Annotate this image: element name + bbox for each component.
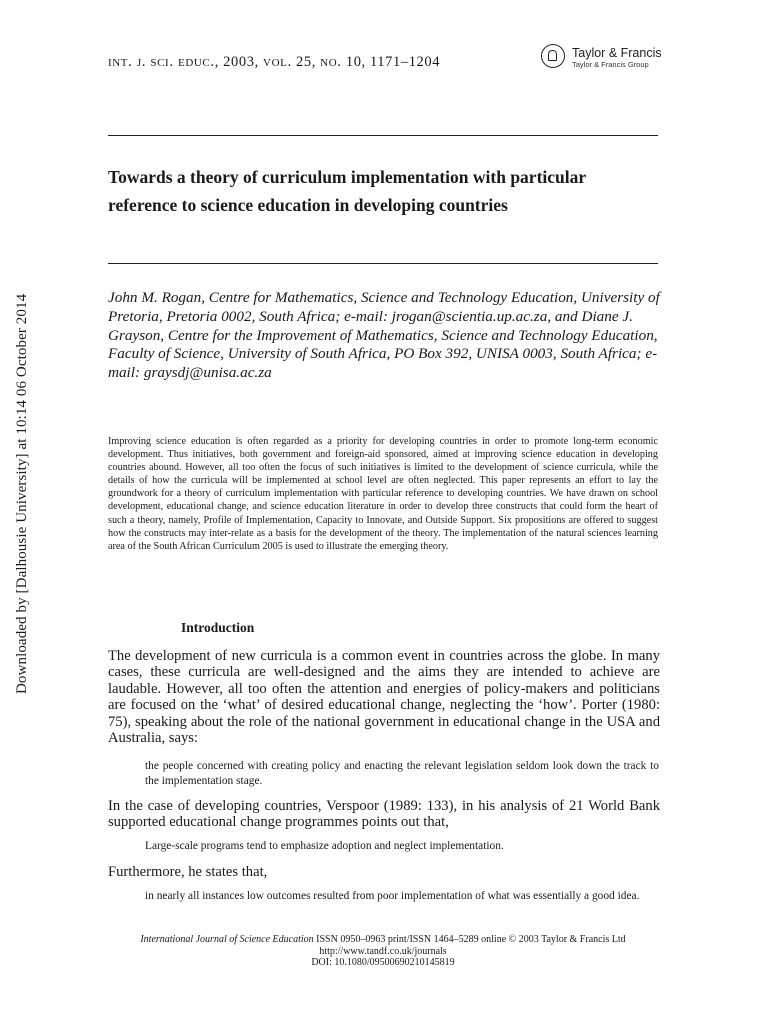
footer-doi: DOI: 10.1080/09500690210145819 (311, 957, 455, 969)
running-head-vol-label: vol. (263, 54, 292, 70)
footer-journal-name: International Journal of Science Education (140, 934, 314, 945)
intro-paragraph-3: Furthermore, he states that, (108, 864, 268, 880)
footer-url: http://www.tandf.co.uk/journals (319, 945, 447, 957)
publisher-name: Taylor & Francis (572, 46, 662, 60)
download-watermark: Downloaded by [Dalhousie University] at 10:14 06 October 2014 (14, 293, 30, 694)
page-footer (108, 934, 658, 969)
running-head-journal: int. j. sci. educ. (108, 54, 215, 70)
running-head-year: , 2003, (214, 54, 264, 70)
running-head-vol: 25, (291, 54, 321, 70)
section-heading-introduction: Introduction (181, 620, 255, 635)
running-head-no-label: no. (320, 54, 342, 70)
title-rule-top (108, 135, 658, 136)
block-quote-verspoor-1: Large-scale programs tend to emphasize adoption and neglect implementation. (145, 840, 504, 852)
footer-issn-line (108, 934, 658, 946)
author-affiliations: John M. Rogan, Centre for Mathematics, Science and Technology Education, University of Pretoria, Pretoria 0002, South Africa; e-mail: jrogan@scientia.up.ac.za, and Diane J. Grayson, Centre for the Improvement of Mathematics, Science and Technology Education, Faculty of Science, University of South Africa, PO Box 392, UNISA 0003, South Africa; e-mail: graysdj@unisa.ac.za (108, 289, 660, 382)
block-quote-porter: the people concerned with creating policy and enacting the relevant legislation seldom look down the track to the implementation stage. (145, 760, 659, 787)
title-rule-bottom (108, 263, 658, 264)
intro-paragraph-1: The development of new curricula is a common event in countries across the globe. In many cases, these curricula are well-designed and the aims they are intended to achieve are laudable. However, all too often the attention and energies of policy-makers and politicians are focused on the ‘what’ of desired educational change, neglecting the ‘how’. Porter (1980: 75), speaking about the role of the national government in educational change in the USA and Australia, says: (108, 648, 660, 747)
publisher-emblem-icon (541, 44, 565, 68)
article-title: Towards a theory of curriculum implementation with particular reference to science education in developing countries (108, 167, 586, 215)
running-head (108, 54, 440, 71)
footer-issn: ISSN 0950–0963 print/ISSN 1464–5289 online © 2003 Taylor & Francis Ltd (313, 934, 626, 945)
publisher-group: Taylor & Francis Group (572, 60, 649, 69)
publisher-logo (541, 44, 661, 72)
abstract: Improving science education is often regarded as a priority for developing countries in order to promote long-term economic development. Thus initiatives, both government and foreign-aid sponsored, aimed at improving science education in developing countries abound. However, all too often the focus of such initiatives is limited to the development of science curricula, while the details of how the curricula will be implemented at school level are often neglected. This paper represents an effort to lay the groundwork for a theory of curriculum implementation with particular reference to developing countries. We have drawn on school development, educational change, and science education literature in order to develop three constructs that could form the heart of such a theory, namely, Profile of Implementation, Capacity to Innovate, and Outside Support. Six propositions are offered to suggest how the constructs may inter-relate as a basis for the development of the theory. The implementation of the natural sciences learning area of the South African Curriculum 2005 is used to illustrate the emerging theory. (108, 436, 658, 552)
running-head-pages: 10, 1171–1204 (341, 54, 441, 70)
intro-paragraph-2: In the case of developing countries, Verspoor (1989: 133), in his analysis of 21 World Bank supported educational change programmes points out that, (108, 798, 660, 831)
block-quote-verspoor-2: in nearly all instances low outcomes resulted from poor implementation of what was essentially a good idea. (145, 890, 640, 902)
